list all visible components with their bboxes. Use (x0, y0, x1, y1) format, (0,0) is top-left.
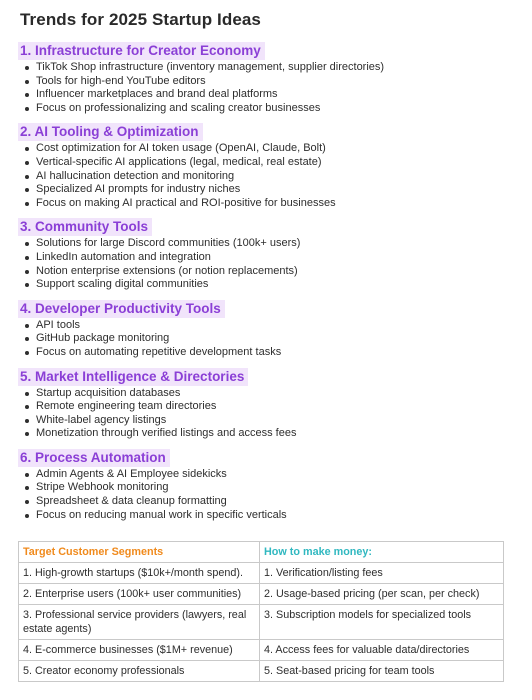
bullet-icon (25, 188, 29, 192)
section-heading: 2. AI Tooling & Optimization (18, 123, 203, 141)
header-how-to-make-money: How to make money: (260, 542, 504, 563)
table-cell: 1. High-growth startups ($10k+/month spend). (19, 563, 260, 584)
bullet-icon (25, 242, 29, 246)
list-item: Specialized AI prompts for industry niches (24, 183, 514, 197)
list-item: TikTok Shop infrastructure (inventory management, supplier directories) (24, 61, 514, 75)
bullet-list (18, 468, 514, 522)
bullet-list (18, 61, 514, 115)
bullet-icon (25, 500, 29, 504)
bullet-icon (25, 392, 29, 396)
section-heading: 6. Process Automation (18, 449, 170, 467)
bullet-icon (25, 161, 29, 165)
table-cell: 3. Professional service providers (lawyers, real estate agents) (19, 605, 260, 640)
section-heading: 5. Market Intelligence & Directories (18, 368, 248, 386)
bullet-icon (25, 324, 29, 328)
table-cell: 4. E-commerce businesses ($1M+ revenue) (19, 640, 260, 661)
page-title: Trends for 2025 Startup Ideas (20, 10, 261, 29)
list-item: White-label agency listings (24, 414, 514, 428)
list-item: API tools (24, 319, 514, 333)
bullet-icon (25, 66, 29, 70)
list-item: Focus on making AI practical and ROI-positive for businesses (24, 197, 514, 211)
list-item: Solutions for large Discord communities (100k+ users) (24, 237, 514, 251)
list-item: Cost optimization for AI token usage (OpenAI, Claude, Bolt) (24, 142, 514, 156)
list-item: Tools for high-end YouTube editors (24, 75, 514, 89)
bullet-icon (25, 175, 29, 179)
list-item: Focus on automating repetitive development tasks (24, 346, 514, 360)
section-heading: 4. Developer Productivity Tools (18, 300, 225, 318)
list-item: Notion enterprise extensions (or notion replacements) (24, 265, 514, 279)
list-item: Focus on professionalizing and scaling creator businesses (24, 102, 514, 116)
list-item: LinkedIn automation and integration (24, 251, 514, 265)
header-target-customer-segments: Target Customer Segments (19, 542, 260, 563)
list-item: Influencer marketplaces and brand deal platforms (24, 88, 514, 102)
bullet-icon (25, 202, 29, 206)
section-2 (18, 123, 514, 210)
table-cell: 5. Creator economy professionals (19, 661, 260, 682)
bullet-icon (25, 147, 29, 151)
sections-container (18, 42, 514, 522)
bullet-list (18, 387, 514, 441)
bullet-icon (25, 256, 29, 260)
list-item: Remote engineering team directories (24, 400, 514, 414)
bullet-icon (25, 283, 29, 287)
bullet-icon (25, 93, 29, 97)
section-4 (18, 300, 514, 360)
section-3 (18, 218, 514, 291)
table-row (19, 661, 504, 682)
list-item: Spreadsheet & data cleanup formatting (24, 495, 514, 509)
table-row (19, 563, 504, 584)
list-item: Startup acquisition databases (24, 387, 514, 401)
table-cell: 1. Verification/listing fees (260, 563, 504, 584)
table-cell: 5. Seat-based pricing for team tools (260, 661, 504, 682)
segments-revenue-table (18, 541, 504, 682)
bullet-icon (25, 351, 29, 355)
bullet-icon (25, 486, 29, 490)
bullet-icon (25, 419, 29, 423)
bullet-icon (25, 432, 29, 436)
bullet-icon (25, 270, 29, 274)
bullet-icon (25, 80, 29, 84)
section-6 (18, 449, 514, 522)
bullet-list (18, 237, 514, 291)
list-item: Focus on reducing manual work in specific verticals (24, 509, 514, 523)
list-item: Vertical-specific AI applications (legal, medical, real estate) (24, 156, 514, 170)
bullet-list (18, 319, 514, 360)
list-item: GitHub package monitoring (24, 332, 514, 346)
bullet-list (18, 142, 514, 210)
table-cell: 4. Access fees for valuable data/directories (260, 640, 504, 661)
bullet-icon (25, 405, 29, 409)
list-item: Stripe Webhook monitoring (24, 481, 514, 495)
bullet-icon (25, 514, 29, 518)
table-cell: 3. Subscription models for specialized tools (260, 605, 504, 640)
list-item: Admin Agents & AI Employee sidekicks (24, 468, 514, 482)
section-5 (18, 368, 514, 441)
table-header-row (19, 542, 504, 563)
table-row (19, 605, 504, 640)
section-1 (18, 42, 514, 115)
table-cell: 2. Usage-based pricing (per scan, per check) (260, 584, 504, 605)
table-cell: 2. Enterprise users (100k+ user communities) (19, 584, 260, 605)
table-row (19, 640, 504, 661)
list-item: AI hallucination detection and monitoring (24, 170, 514, 184)
section-heading: 3. Community Tools (18, 218, 152, 236)
bullet-icon (25, 337, 29, 341)
bullet-icon (25, 107, 29, 111)
table-row (19, 584, 504, 605)
section-heading: 1. Infrastructure for Creator Economy (18, 42, 265, 60)
bullet-icon (25, 473, 29, 477)
list-item: Monetization through verified listings and access fees (24, 427, 514, 441)
list-item: Support scaling digital communities (24, 278, 514, 292)
